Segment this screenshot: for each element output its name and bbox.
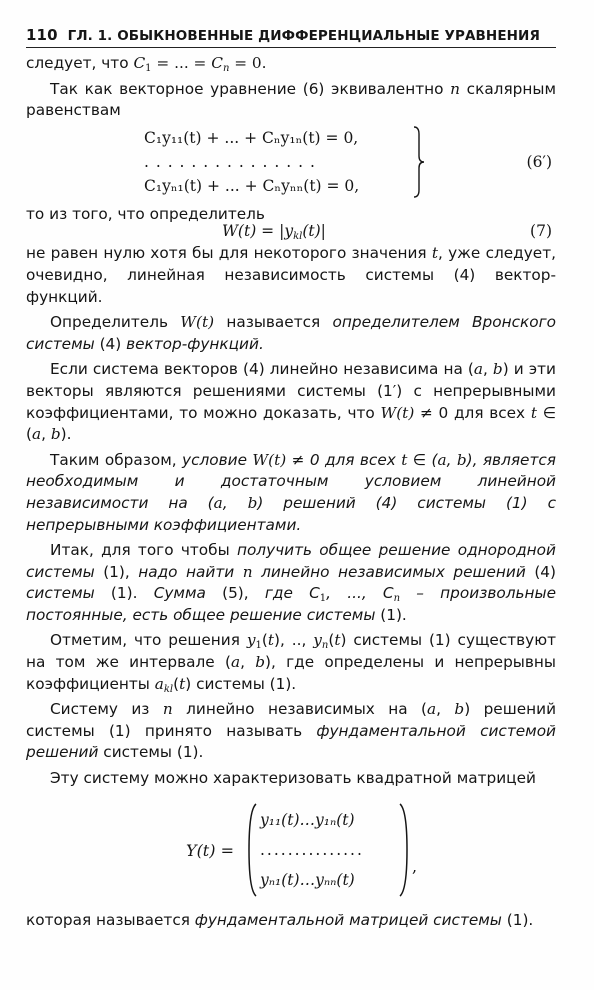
paragraph-11: которая называется фундаментальной матрицей системы (1). [26,910,534,929]
equation-tag-7: (7) [530,222,552,241]
paragraph-0: следует, что $C_1$ = ... = $C_n = 0$. [26,54,267,74]
wronskian-expr: W(t) = |y [222,222,294,241]
body-text [26,53,556,931]
system-row-n: C₁yₙ₁(t) + ... + Cₙyₙₙ(t) = 0, [144,176,360,195]
right-brace [412,126,426,198]
system-row-dots: . . . . . . . . . . . . . . . [144,152,316,171]
left-paren [246,802,258,898]
page-number: 110 [26,26,58,44]
paragraph-2: то из того, что определитель [26,204,265,223]
paragraph-4: Определитель W(t) называется определителем Вронского системы (4) вектор-функций. [26,313,556,353]
paragraph-6: Таким образом, условие W(t) ≠ 0 для всех t ∈ (a, b), является необходимым и достаточным условием линейной независимости на (a, b) решений (4) системы (1) с непрерывными коэффициентами. [26,450,556,534]
right-paren [398,802,410,898]
matrix-row-n: yₙ₁(t)…yₙₙ(t) [260,870,355,889]
running-header [26,26,556,48]
paragraph-3: не равен нулю хотя бы для некоторого значения t, уже следует, очевидно, линейная независимость системы (4) вектор-функций. [26,244,556,306]
paragraph-7: Итак, для того чтобы получить общее решение однородной системы (1), надо найти n линейно независимых решений (4) системы (1). Сумма (5), где $C_1$, ..., $C_n$ – произвольные постоянные, есть общее решение системы (1). [26,541,556,624]
matrix-row-dots: ............... [260,840,364,859]
matrix-row-1: y₁₁(t)…y₁ₙ(t) [260,810,355,829]
running-title: ГЛ. 1. ОБЫКНОВЕННЫЕ ДИФФЕРЕНЦИАЛЬНЫЕ УРАВНЕНИЯ [67,28,540,44]
matrix-label: Y(t) = [186,840,234,860]
paragraph-1: Так как векторное уравнение (6) эквивалентно n скалярным равенствам [26,79,556,120]
matrix-comma: , [412,856,418,876]
system-row-1: C₁y₁₁(t) + ... + Cₙy₁ₙ(t) = 0, [144,128,359,147]
equation-system-6prime [26,124,556,204]
paragraph-10: Эту систему можно характеризовать квадратной матрицей [50,769,536,788]
paragraph-8: Отметим, что решения $y_1(t)$, .., $y_n(t)$ системы (1) существуют на том же интервале (a, b), где определены и непрерывны коэффициенты $a_{kl}(t)$ системы (1). [26,631,556,695]
paragraph-9: Систему из n линейно независимых на (a, b) решений системы (1) принято называть фундаментальной системой решений системы (1). [26,700,557,762]
page [26,26,556,931]
paragraph-5: Если система векторов (4) линейно независима на (a, b) и эти векторы являются решениями системы (1′) с непрерывными коэффициентами, то можно доказать, что W(t) ≠ 0 для всех t ∈ (a, b). [26,360,557,444]
fundamental-matrix [26,800,556,904]
equation-tag-6prime: (6′) [526,152,552,171]
equation-7: $W(t) = |y_{kl}(t)|$ (7) [222,222,552,243]
